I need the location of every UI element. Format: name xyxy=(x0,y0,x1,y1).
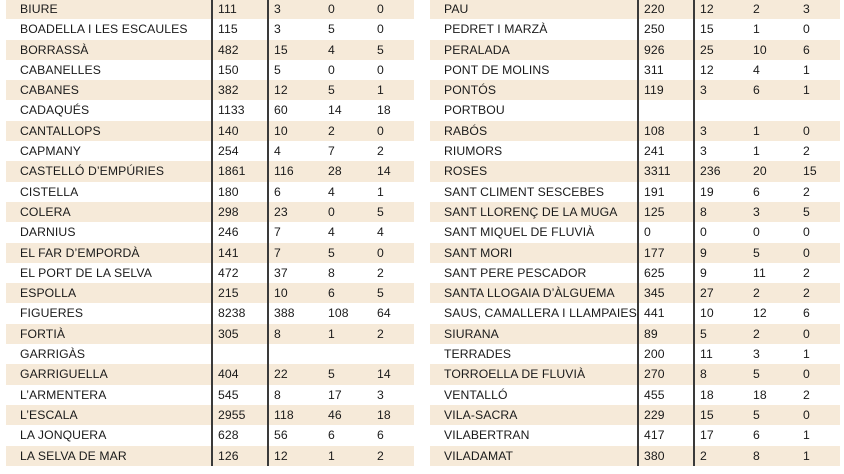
value-cell-c1: 191 xyxy=(638,182,694,202)
value-cell-c4: 2 xyxy=(798,263,840,283)
table-row xyxy=(6,283,414,303)
value-cell-c4 xyxy=(798,100,840,120)
value-cell-c1: 545 xyxy=(212,385,268,405)
municipality-name: CANTALLOPS xyxy=(6,121,212,141)
value-cell-c3: 5 xyxy=(323,80,372,100)
value-cell-c2: 22 xyxy=(268,364,323,384)
municipality-name: SANTA LLOGAIA D’ÀLGUEMA xyxy=(430,283,638,303)
value-cell-c3: 7 xyxy=(323,141,372,161)
value-cell-c3: 2 xyxy=(748,283,798,303)
municipality-name: ROSES xyxy=(430,161,638,181)
value-cell-c3: 0 xyxy=(323,60,372,80)
value-cell-c3: 0 xyxy=(323,202,372,222)
value-cell-c1: 0 xyxy=(638,222,694,242)
value-cell-c3: 5 xyxy=(748,364,798,384)
value-cell-c4: 1 xyxy=(372,80,414,100)
value-cell-c2: 6 xyxy=(268,182,323,202)
value-cell-c4: 4 xyxy=(372,222,414,242)
value-cell-c2: 8 xyxy=(694,202,748,222)
value-cell-c4: 0 xyxy=(372,0,414,19)
municipality-name: CASTELLÓ D’EMPÚRIES xyxy=(6,161,212,181)
value-cell-c3: 0 xyxy=(748,222,798,242)
municipality-name: SANT MIQUEL DE FLUVIÀ xyxy=(430,222,638,242)
municipality-name: L’ARMENTERA xyxy=(6,385,212,405)
table-row xyxy=(6,40,414,60)
column-gutter xyxy=(416,0,428,474)
municipality-name: ESPOLLA xyxy=(6,283,212,303)
value-cell-c3: 2 xyxy=(323,121,372,141)
value-cell-c4: 0 xyxy=(798,364,840,384)
value-cell-c1: 382 xyxy=(212,80,268,100)
value-cell-c2: 7 xyxy=(268,243,323,263)
value-cell-c3 xyxy=(748,100,798,120)
value-cell-c2: 18 xyxy=(694,385,748,405)
value-cell-c1: 220 xyxy=(638,0,694,19)
value-cell-c3: 12 xyxy=(748,303,798,323)
value-cell-c3: 11 xyxy=(748,263,798,283)
value-cell-c4: 2 xyxy=(372,141,414,161)
value-cell-c4: 2 xyxy=(798,182,840,202)
municipality-name: SANT CLIMENT SESCEBES xyxy=(430,182,638,202)
municipality-name: CADAQUÉS xyxy=(6,100,212,120)
value-cell-c2: 8 xyxy=(694,364,748,384)
right-results-table xyxy=(430,0,841,466)
value-cell-c4: 64 xyxy=(372,303,414,323)
municipality-name: CISTELLA xyxy=(6,182,212,202)
table-row xyxy=(430,60,840,80)
municipality-name: CAPMANY xyxy=(6,141,212,161)
value-cell-c2: 3 xyxy=(694,80,748,100)
municipality-name: GARRIGÀS xyxy=(6,344,212,364)
value-cell-c4: 0 xyxy=(372,121,414,141)
table-row xyxy=(6,121,414,141)
value-cell-c3: 5 xyxy=(748,243,798,263)
value-cell-c1: 455 xyxy=(638,385,694,405)
table-row xyxy=(430,344,840,364)
value-cell-c2 xyxy=(268,344,323,364)
value-cell-c1: 200 xyxy=(638,344,694,364)
table-row xyxy=(430,283,840,303)
value-cell-c2: 15 xyxy=(694,19,748,39)
municipality-name: PAU xyxy=(430,0,638,19)
municipality-name: EL FAR D’EMPORDÀ xyxy=(6,243,212,263)
table-row xyxy=(430,141,840,161)
municipality-name: VENTALLÓ xyxy=(430,385,638,405)
municipality-name: RIUMORS xyxy=(430,141,638,161)
value-cell-c2: 236 xyxy=(694,161,748,181)
table-row xyxy=(6,141,414,161)
value-cell-c1: 628 xyxy=(212,425,268,445)
value-cell-c1: 215 xyxy=(212,283,268,303)
value-cell-c4: 1 xyxy=(798,425,840,445)
value-cell-c2: 3 xyxy=(268,0,323,19)
municipality-name: RABÓS xyxy=(430,121,638,141)
table-row xyxy=(430,446,840,466)
municipality-name: BOADELLA I LES ESCAULES xyxy=(6,19,212,39)
municipality-name: SANT MORI xyxy=(430,243,638,263)
value-cell-c2: 11 xyxy=(694,344,748,364)
table-row xyxy=(6,243,414,263)
value-cell-c3: 14 xyxy=(323,100,372,120)
value-cell-c4: 15 xyxy=(798,161,840,181)
value-cell-c3: 8 xyxy=(323,263,372,283)
municipality-name: TERRADES xyxy=(430,344,638,364)
value-cell-c3: 5 xyxy=(323,243,372,263)
value-cell-c1: 8238 xyxy=(212,303,268,323)
value-cell-c3: 4 xyxy=(323,222,372,242)
municipality-name: SANT PERE PESCADOR xyxy=(430,263,638,283)
value-cell-c3: 0 xyxy=(323,0,372,19)
value-cell-c4: 3 xyxy=(798,0,840,19)
value-cell-c2: 10 xyxy=(268,121,323,141)
municipality-name: PONTÓS xyxy=(430,80,638,100)
table-row xyxy=(430,0,840,19)
municipality-name: PERALADA xyxy=(430,40,638,60)
value-cell-c2: 3 xyxy=(694,141,748,161)
value-cell-c4: 2 xyxy=(798,141,840,161)
table-row xyxy=(430,303,840,323)
value-cell-c4: 0 xyxy=(798,405,840,425)
municipality-name: GARRIGUELLA xyxy=(6,364,212,384)
value-cell-c3: 6 xyxy=(748,182,798,202)
value-cell-c4: 0 xyxy=(798,243,840,263)
value-cell-c2: 10 xyxy=(694,303,748,323)
value-cell-c1: 89 xyxy=(638,324,694,344)
value-cell-c4: 1 xyxy=(798,344,840,364)
table-row xyxy=(6,182,414,202)
value-cell-c2: 15 xyxy=(268,40,323,60)
value-cell-c3: 1 xyxy=(748,19,798,39)
value-cell-c1: 298 xyxy=(212,202,268,222)
value-cell-c1: 625 xyxy=(638,263,694,283)
value-cell-c4: 1 xyxy=(798,60,840,80)
value-cell-c3: 3 xyxy=(748,344,798,364)
value-cell-c3: 4 xyxy=(748,60,798,80)
value-cell-c2: 25 xyxy=(694,40,748,60)
value-cell-c3: 4 xyxy=(323,40,372,60)
value-cell-c3: 18 xyxy=(748,385,798,405)
value-cell-c2: 7 xyxy=(268,222,323,242)
municipality-name: L’ESCALA xyxy=(6,405,212,425)
table-row xyxy=(6,344,414,364)
value-cell-c3: 20 xyxy=(748,161,798,181)
table-row xyxy=(430,100,840,120)
value-cell-c2: 56 xyxy=(268,425,323,445)
value-cell-c1: 229 xyxy=(638,405,694,425)
value-cell-c2: 118 xyxy=(268,405,323,425)
table-row xyxy=(430,202,840,222)
value-cell-c2: 12 xyxy=(694,60,748,80)
value-cell-c2: 388 xyxy=(268,303,323,323)
value-cell-c2: 17 xyxy=(694,425,748,445)
table-row xyxy=(430,121,840,141)
value-cell-c1: 254 xyxy=(212,141,268,161)
value-cell-c2: 2 xyxy=(694,446,748,466)
value-cell-c1: 417 xyxy=(638,425,694,445)
value-cell-c2: 0 xyxy=(694,222,748,242)
value-cell-c2: 10 xyxy=(268,283,323,303)
municipality-name: FORTIÀ xyxy=(6,324,212,344)
value-cell-c4: 1 xyxy=(798,80,840,100)
table-row xyxy=(430,182,840,202)
value-cell-c4: 2 xyxy=(372,263,414,283)
municipality-name: BORRASSÀ xyxy=(6,40,212,60)
value-cell-c4: 0 xyxy=(798,121,840,141)
table-row xyxy=(6,161,414,181)
table-row xyxy=(6,405,414,425)
table-row xyxy=(430,364,840,384)
value-cell-c1: 115 xyxy=(212,19,268,39)
value-cell-c2: 9 xyxy=(694,263,748,283)
value-cell-c4: 5 xyxy=(798,202,840,222)
municipality-name: BIURE xyxy=(6,0,212,19)
value-cell-c4: 6 xyxy=(798,40,840,60)
value-cell-c1: 177 xyxy=(638,243,694,263)
municipality-name: VILA-SACRA xyxy=(430,405,638,425)
value-cell-c3: 5 xyxy=(323,364,372,384)
value-cell-c2: 12 xyxy=(268,446,323,466)
municipality-name: FIGUERES xyxy=(6,303,212,323)
value-cell-c2: 8 xyxy=(268,324,323,344)
value-cell-c4: 2 xyxy=(372,446,414,466)
value-cell-c3: 6 xyxy=(323,283,372,303)
value-cell-c4: 18 xyxy=(372,100,414,120)
table-row xyxy=(6,425,414,445)
value-cell-c3: 2 xyxy=(748,324,798,344)
value-cell-c4: 6 xyxy=(798,303,840,323)
value-cell-c1: 345 xyxy=(638,283,694,303)
value-cell-c1: 108 xyxy=(638,121,694,141)
value-cell-c3: 1 xyxy=(748,141,798,161)
table-row xyxy=(6,324,414,344)
table-row xyxy=(6,80,414,100)
value-cell-c2: 116 xyxy=(268,161,323,181)
value-cell-c4: 0 xyxy=(798,222,840,242)
value-cell-c3: 6 xyxy=(748,425,798,445)
value-cell-c1: 380 xyxy=(638,446,694,466)
left-table-body xyxy=(6,0,414,466)
value-cell-c4: 1 xyxy=(372,182,414,202)
value-cell-c2: 27 xyxy=(694,283,748,303)
value-cell-c1: 926 xyxy=(638,40,694,60)
value-cell-c3: 1 xyxy=(323,446,372,466)
value-cell-c3: 3 xyxy=(748,202,798,222)
value-cell-c2: 37 xyxy=(268,263,323,283)
value-cell-c4: 6 xyxy=(372,425,414,445)
value-cell-c3: 4 xyxy=(323,182,372,202)
table-row xyxy=(6,60,414,80)
value-cell-c1: 126 xyxy=(212,446,268,466)
value-cell-c1: 2955 xyxy=(212,405,268,425)
municipality-name: LA JONQUERA xyxy=(6,425,212,445)
table-row xyxy=(6,263,414,283)
value-cell-c4: 0 xyxy=(372,19,414,39)
table-row xyxy=(6,222,414,242)
value-cell-c4: 2 xyxy=(372,324,414,344)
value-cell-c2: 5 xyxy=(268,60,323,80)
value-cell-c2: 4 xyxy=(268,141,323,161)
municipality-name: VILADAMAT xyxy=(430,446,638,466)
table-row xyxy=(430,19,840,39)
value-cell-c3: 6 xyxy=(748,80,798,100)
value-cell-c2: 60 xyxy=(268,100,323,120)
table-row xyxy=(6,19,414,39)
value-cell-c3: 6 xyxy=(323,425,372,445)
value-cell-c4: 0 xyxy=(372,243,414,263)
value-cell-c4: 5 xyxy=(372,202,414,222)
value-cell-c1 xyxy=(212,344,268,364)
table-row xyxy=(430,385,840,405)
municipality-name: PORTBOU xyxy=(430,100,638,120)
value-cell-c4: 2 xyxy=(798,385,840,405)
value-cell-c1: 404 xyxy=(212,364,268,384)
municipality-name: SANT LLORENÇ DE LA MUGA xyxy=(430,202,638,222)
value-cell-c4 xyxy=(372,344,414,364)
value-cell-c2: 5 xyxy=(694,324,748,344)
value-cell-c2: 19 xyxy=(694,182,748,202)
value-cell-c1: 472 xyxy=(212,263,268,283)
value-cell-c1: 305 xyxy=(212,324,268,344)
municipality-name: SIURANA xyxy=(430,324,638,344)
value-cell-c1: 250 xyxy=(638,19,694,39)
table-row xyxy=(430,405,840,425)
table-row xyxy=(430,324,840,344)
value-cell-c2: 3 xyxy=(268,19,323,39)
value-cell-c3: 17 xyxy=(323,385,372,405)
value-cell-c4: 2 xyxy=(798,283,840,303)
value-cell-c3: 28 xyxy=(323,161,372,181)
value-cell-c3: 1 xyxy=(748,121,798,141)
municipality-name: DARNIUS xyxy=(6,222,212,242)
value-cell-c2: 23 xyxy=(268,202,323,222)
value-cell-c2: 15 xyxy=(694,405,748,425)
table-row xyxy=(6,385,414,405)
municipality-name: PONT DE MOLINS xyxy=(430,60,638,80)
municipality-name: CABANES xyxy=(6,80,212,100)
table-row xyxy=(430,161,840,181)
table-row xyxy=(430,80,840,100)
value-cell-c3: 1 xyxy=(323,324,372,344)
value-cell-c4: 0 xyxy=(372,60,414,80)
value-cell-c1: 3311 xyxy=(638,161,694,181)
value-cell-c2: 12 xyxy=(268,80,323,100)
value-cell-c1: 246 xyxy=(212,222,268,242)
municipality-name: CABANELLES xyxy=(6,60,212,80)
value-cell-c1: 125 xyxy=(638,202,694,222)
table-row xyxy=(430,40,840,60)
left-results-table xyxy=(6,0,415,466)
value-cell-c4: 5 xyxy=(372,283,414,303)
value-cell-c3: 46 xyxy=(323,405,372,425)
value-cell-c3: 8 xyxy=(748,446,798,466)
value-cell-c4: 0 xyxy=(798,324,840,344)
value-cell-c1: 1861 xyxy=(212,161,268,181)
table-row xyxy=(6,100,414,120)
value-cell-c2: 9 xyxy=(694,243,748,263)
table-row xyxy=(430,263,840,283)
value-cell-c4: 3 xyxy=(372,385,414,405)
value-cell-c4: 0 xyxy=(798,19,840,39)
value-cell-c2: 12 xyxy=(694,0,748,19)
value-cell-c4: 1 xyxy=(798,446,840,466)
value-cell-c4: 5 xyxy=(372,40,414,60)
municipality-name: COLERA xyxy=(6,202,212,222)
value-cell-c1: 180 xyxy=(212,182,268,202)
value-cell-c1 xyxy=(638,100,694,120)
value-cell-c4: 14 xyxy=(372,161,414,181)
municipality-name: PEDRET I MARZÀ xyxy=(430,19,638,39)
value-cell-c1: 241 xyxy=(638,141,694,161)
table-row xyxy=(430,425,840,445)
value-cell-c2 xyxy=(694,100,748,120)
value-cell-c1: 311 xyxy=(638,60,694,80)
value-cell-c1: 140 xyxy=(212,121,268,141)
table-row xyxy=(430,243,840,263)
value-cell-c3: 10 xyxy=(748,40,798,60)
table-row xyxy=(6,303,414,323)
value-cell-c1: 270 xyxy=(638,364,694,384)
municipality-name: EL PORT DE LA SELVA xyxy=(6,263,212,283)
table-row xyxy=(430,222,840,242)
value-cell-c1: 141 xyxy=(212,243,268,263)
value-cell-c3: 5 xyxy=(323,19,372,39)
value-cell-c2: 3 xyxy=(694,121,748,141)
table-row xyxy=(6,364,414,384)
table-row xyxy=(6,0,414,19)
value-cell-c1: 119 xyxy=(638,80,694,100)
value-cell-c4: 18 xyxy=(372,405,414,425)
municipality-name: TORROELLA DE FLUVIÀ xyxy=(430,364,638,384)
value-cell-c2: 8 xyxy=(268,385,323,405)
value-cell-c1: 150 xyxy=(212,60,268,80)
municipality-name: SAUS, CAMALLERA I LLAMPAIES xyxy=(430,303,638,323)
value-cell-c4: 14 xyxy=(372,364,414,384)
value-cell-c1: 111 xyxy=(212,0,268,19)
value-cell-c1: 441 xyxy=(638,303,694,323)
municipality-name: VILABERTRAN xyxy=(430,425,638,445)
value-cell-c3 xyxy=(323,344,372,364)
value-cell-c1: 482 xyxy=(212,40,268,60)
value-cell-c3: 2 xyxy=(748,0,798,19)
right-table-body xyxy=(430,0,840,466)
table-row xyxy=(6,446,414,466)
table-row xyxy=(6,202,414,222)
municipality-name: LA SELVA DE MAR xyxy=(6,446,212,466)
value-cell-c3: 108 xyxy=(323,303,372,323)
value-cell-c3: 5 xyxy=(748,405,798,425)
value-cell-c1: 1133 xyxy=(212,100,268,120)
